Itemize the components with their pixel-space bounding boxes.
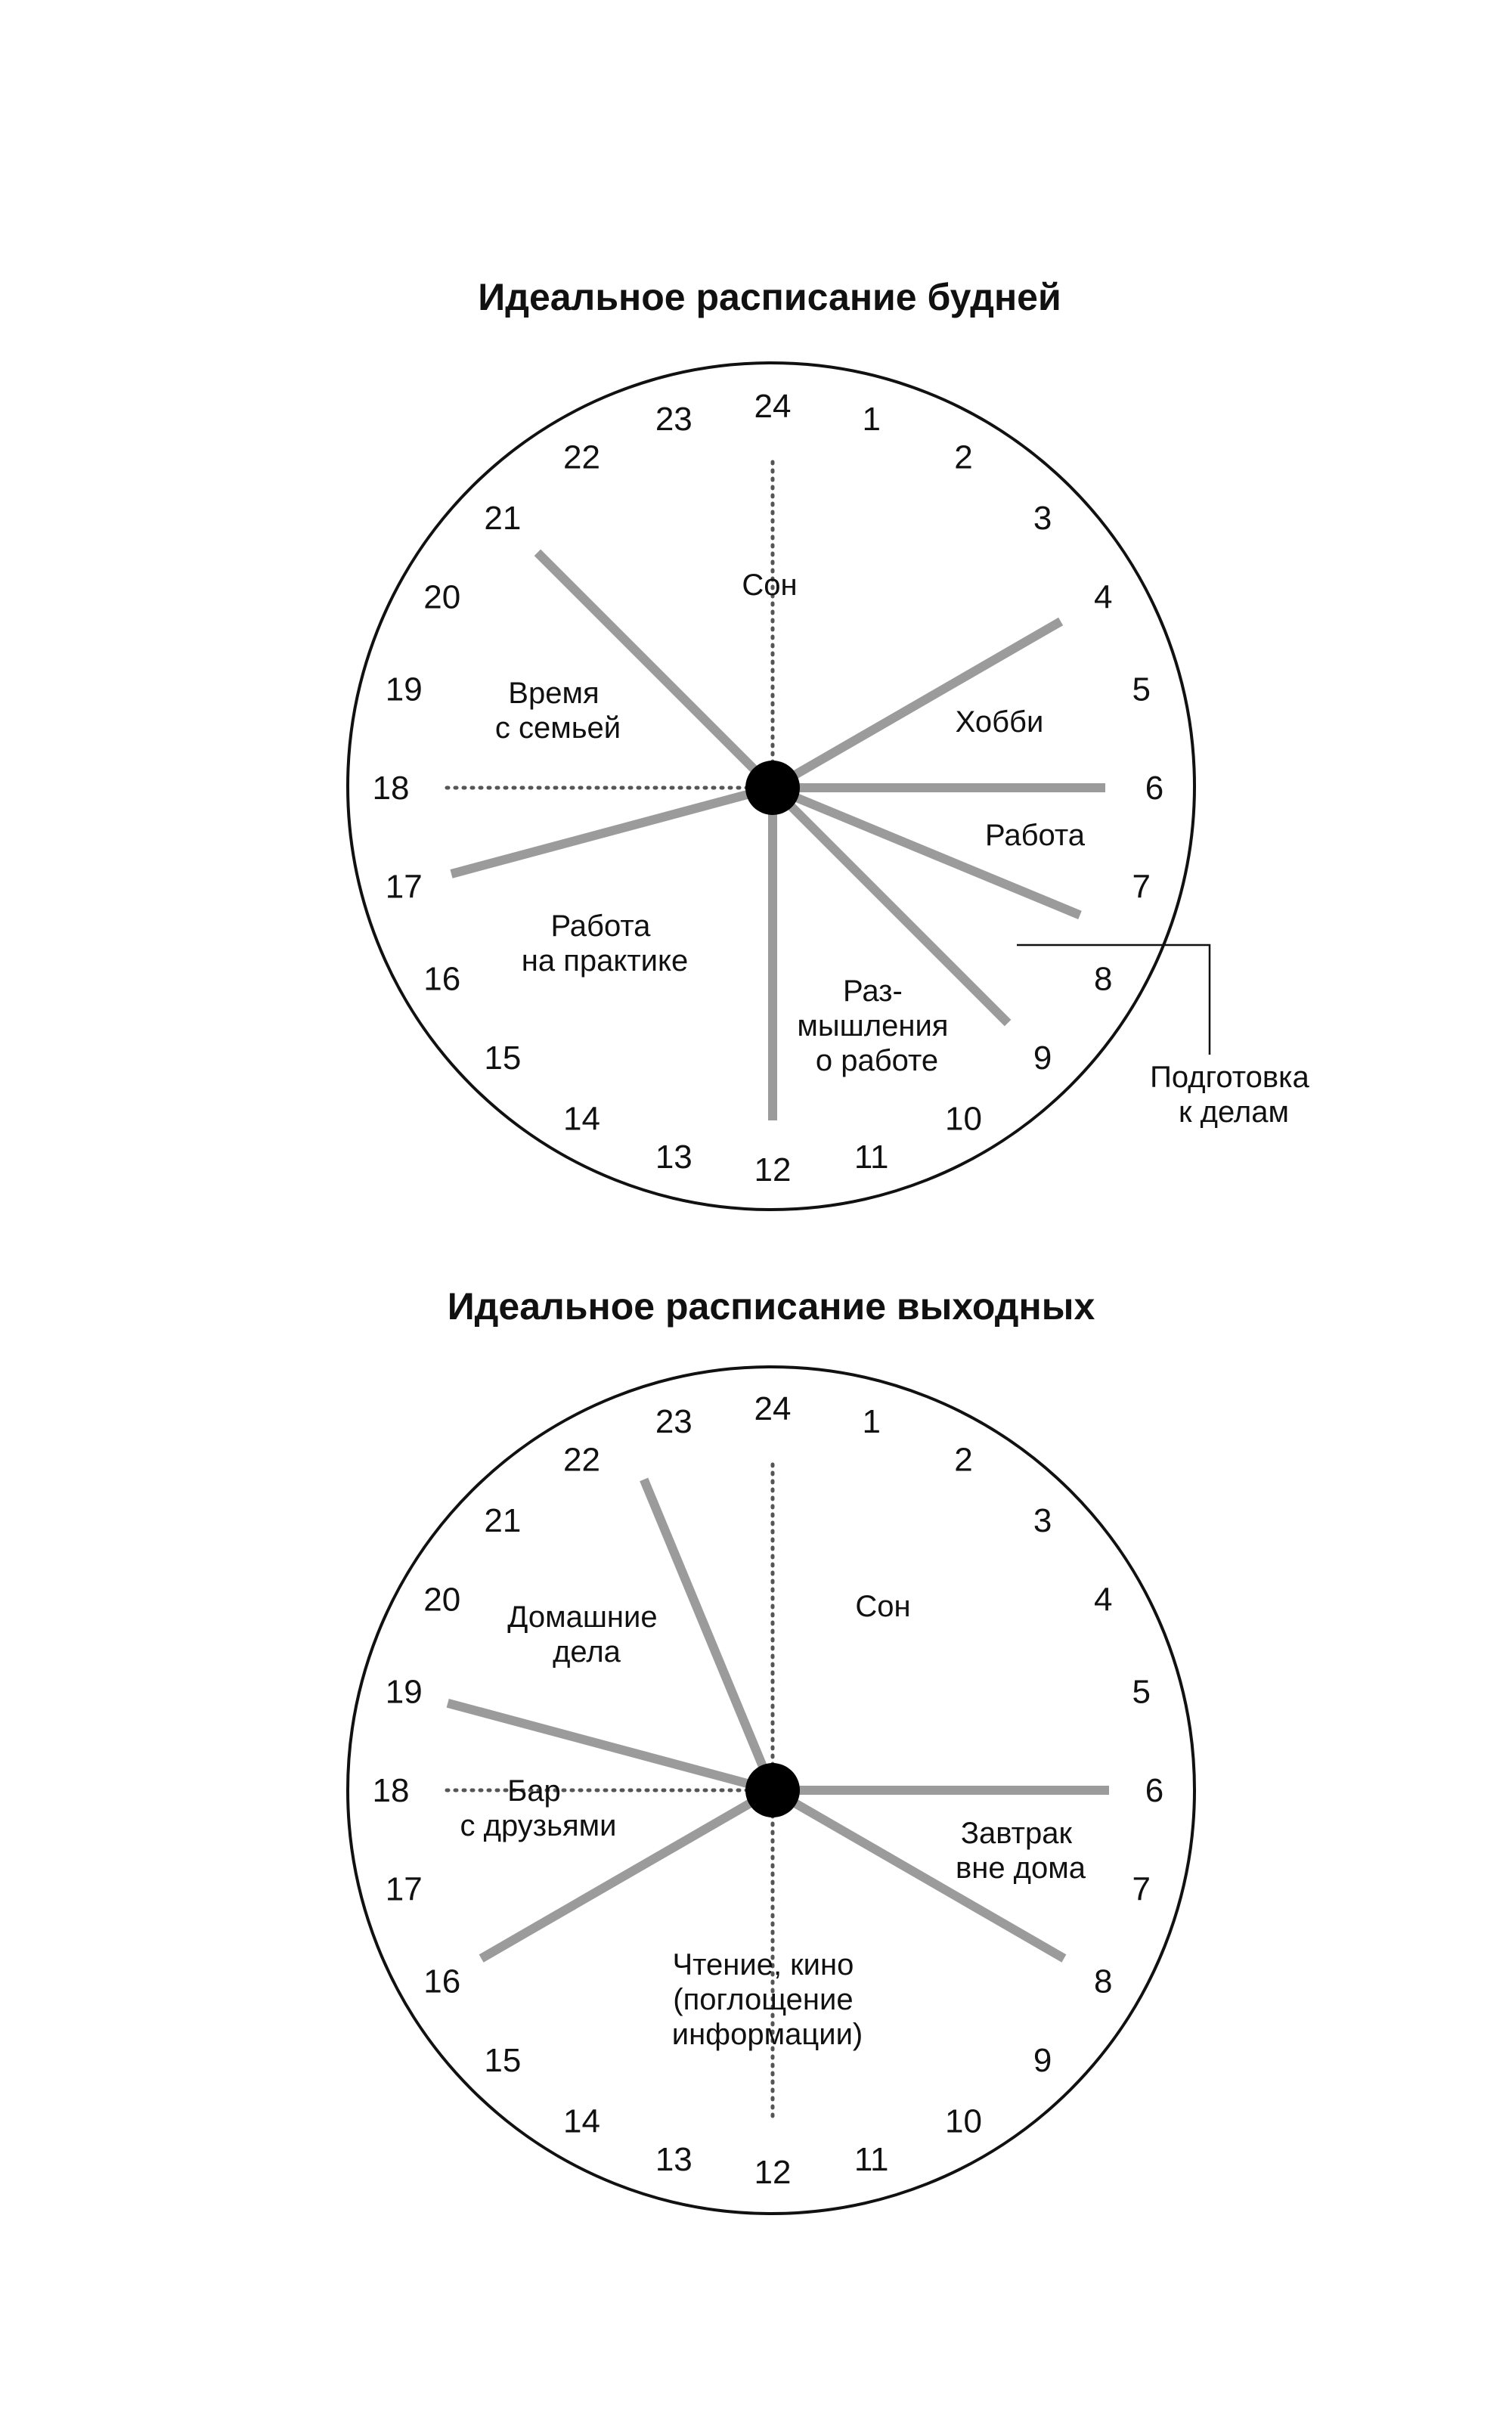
- weekend-segment-housework: Домашние дела: [507, 1600, 658, 1669]
- weekend-hour-label: 9: [1033, 2042, 1052, 2080]
- weekend-clock: [348, 1285, 1194, 2214]
- weekday-hour-label: 23: [655, 401, 692, 438]
- weekday-hour-label: 19: [385, 671, 423, 708]
- weekend-hour-label: 10: [945, 2102, 982, 2140]
- weekend-segment-sleep: Сон: [855, 1590, 911, 1623]
- weekday-segment-work-reflection: Раз- мышления о работе: [797, 975, 949, 1077]
- weekday-hour-label: 16: [423, 960, 461, 998]
- weekend-hour-label: 19: [385, 1673, 423, 1711]
- weekday-hour-label: 4: [1094, 578, 1113, 616]
- weekend-hour-label: 8: [1094, 1963, 1113, 2000]
- weekday-hour-label: 5: [1132, 671, 1151, 708]
- weekday-callout-label: Подготовка к делам: [1150, 1061, 1309, 1129]
- weekday-hour-label: 7: [1132, 868, 1151, 906]
- weekend-segment-bar-with-friends: Бар с друзьями: [460, 1774, 617, 1842]
- weekend-hour-label: 13: [655, 2140, 692, 2178]
- weekday-hour-label: 11: [854, 1138, 889, 1176]
- weekday-segment-hobby: Хобби: [955, 705, 1044, 739]
- weekend-segment-breakfast-out: Завтрак вне дома: [955, 1817, 1086, 1885]
- weekend-hour-label: 17: [385, 1870, 423, 1908]
- weekday-hour-label: 2: [954, 438, 973, 476]
- weekday-clock: [348, 276, 1318, 1210]
- weekday-divider-5: [451, 788, 773, 874]
- weekday-divider-6: [538, 553, 773, 788]
- weekend-hour-label: 22: [563, 1441, 600, 1479]
- weekend-hour-label: 24: [754, 1390, 792, 1427]
- weekday-hour-label: 6: [1145, 770, 1164, 807]
- weekend-hour-label: 15: [484, 2042, 522, 2080]
- weekend-hour-label: 18: [372, 1772, 410, 1809]
- weekday-hour-label: 24: [754, 388, 792, 425]
- weekend-hour-label: 14: [563, 2102, 600, 2140]
- weekday-hour-label: 20: [423, 578, 461, 616]
- weekend-hour-label: 5: [1132, 1673, 1151, 1711]
- weekday-divider-0: [773, 621, 1061, 788]
- weekend-divider-4: [644, 1480, 773, 1790]
- weekend-hour-label: 23: [655, 1403, 692, 1441]
- weekend-hour-label: 6: [1145, 1772, 1164, 1809]
- weekend-segment-reading-cinema: Чтение, кино (поглощение информации): [671, 1948, 863, 2051]
- weekday-hour-label: 3: [1033, 499, 1052, 537]
- weekend-hour-label: 4: [1094, 1581, 1113, 1619]
- weekend-hour-label: 21: [484, 1501, 522, 1539]
- weekend-center-hub: [745, 1763, 800, 1817]
- weekday-segment-work: Работа: [985, 819, 1085, 852]
- weekday-hour-label: 22: [563, 438, 600, 476]
- weekday-hour-label: 21: [484, 499, 522, 537]
- weekday-hour-label: 15: [484, 1040, 522, 1077]
- weekend-hour-label: 20: [423, 1581, 461, 1619]
- weekend-hour-label: 2: [954, 1441, 973, 1479]
- weekend-hour-label: 3: [1033, 1501, 1052, 1539]
- weekend-hour-label: 1: [862, 1403, 881, 1441]
- weekday-hour-label: 13: [655, 1138, 692, 1176]
- weekday-hour-label: 8: [1094, 960, 1113, 998]
- weekend-divider-3: [448, 1703, 773, 1790]
- weekday-hour-label: 9: [1033, 1040, 1052, 1077]
- weekday-segment-practice-work: Работа на практике: [521, 909, 689, 978]
- weekday-center-hub: [745, 761, 800, 815]
- weekday-hour-label: 18: [372, 770, 410, 807]
- weekday-hour-label: 14: [563, 1100, 600, 1138]
- weekday-hour-label: 12: [754, 1151, 792, 1188]
- weekday-segment-sleep: Сон: [742, 569, 798, 602]
- weekend-hour-label: 11: [854, 2140, 889, 2178]
- weekday-segment-family-time: Время с семьей: [494, 677, 621, 745]
- weekend-hour-label: 7: [1132, 1870, 1151, 1908]
- weekend-title: Идеальное расписание выходных: [447, 1285, 1095, 1328]
- weekday-hour-label: 1: [862, 401, 881, 438]
- weekend-hour-label: 16: [423, 1963, 461, 2000]
- weekend-hour-label: 12: [754, 2154, 792, 2191]
- weekday-hour-label: 10: [945, 1100, 982, 1138]
- weekday-title: Идеальное расписание будней: [478, 276, 1061, 318]
- weekday-hour-label: 17: [385, 868, 423, 906]
